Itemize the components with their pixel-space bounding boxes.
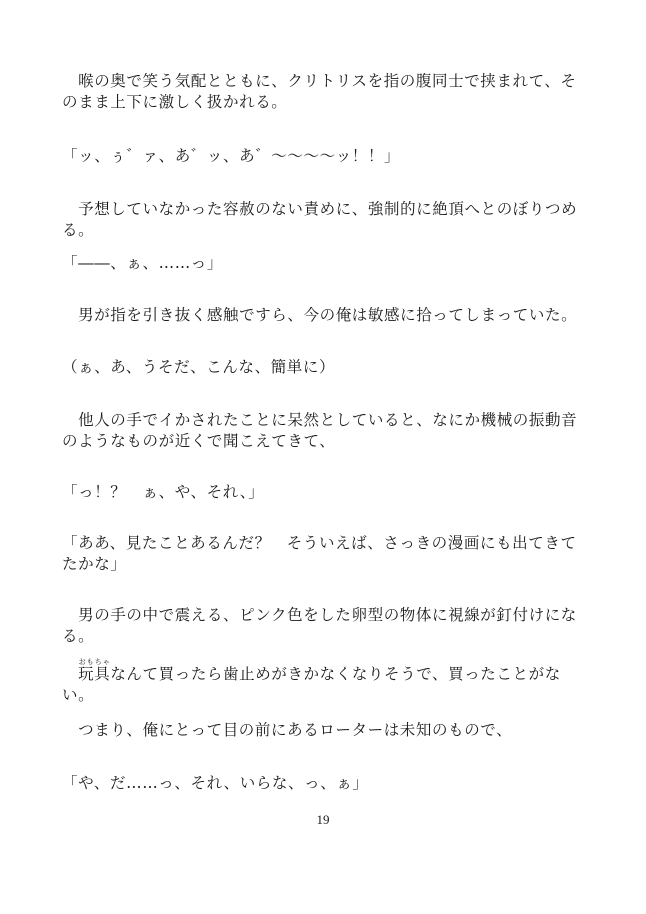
dialogue-line: 「ッ、ぅ゛ァ、あ゛ッ、あ゛〜〜〜〜ッ！！」 xyxy=(62,147,401,165)
paragraph: 他人の手でイかされたことに呆然としていると、なにか機械の振動音のようなものが近くで聞こえてきて、 xyxy=(62,411,578,450)
paragraph-rest: なんて買ったら歯止めがきかなくなりそうで、買ったことがない。 xyxy=(62,665,561,704)
dialogue-line: 「――、ぁ、……っ」 xyxy=(62,254,224,272)
ruby-reading: おもちゃ xyxy=(78,658,111,666)
inner-monologue: （ぁ、あ、うそだ、こんな、簡単に） xyxy=(62,358,336,376)
paragraph: つまり、俺にとって目の前にあるローターは未知のもので、 xyxy=(62,721,513,739)
ruby-annotation xyxy=(78,658,111,683)
paragraph: 予想していなかった容赦のない責めに、強制的に絶頂へとのぼりつめる。 xyxy=(62,200,578,239)
paragraph-with-ruby xyxy=(62,658,584,706)
paragraph: 男の手の中で震える、ピンク色をした卵型の物体に視線が釘付けになる。 xyxy=(62,606,577,645)
dialogue-line: 「ああ、見たことあるんだ？ そういえば、さっきの漫画にも出てきてたかな」 xyxy=(62,534,577,573)
paragraph: 喉の奥で笑う気配とともに、クリトリスを指の腹同士で挟まれて、そのまま上下に激しく扱かれる。 xyxy=(62,72,577,111)
ruby-base: 玩具 xyxy=(78,665,111,683)
paragraph: 男が指を引き抜く感触ですら、今の俺は敏感に拾ってしまっていた。 xyxy=(62,306,578,324)
paragraph-lead xyxy=(62,665,78,683)
dialogue-line: 「や、だ……っ、それ、いらな、っ、ぁ」 xyxy=(62,774,369,792)
page-number: 19 xyxy=(316,812,330,827)
dialogue-line: 「っ！？ ぁ、や、それ、」 xyxy=(62,483,265,501)
